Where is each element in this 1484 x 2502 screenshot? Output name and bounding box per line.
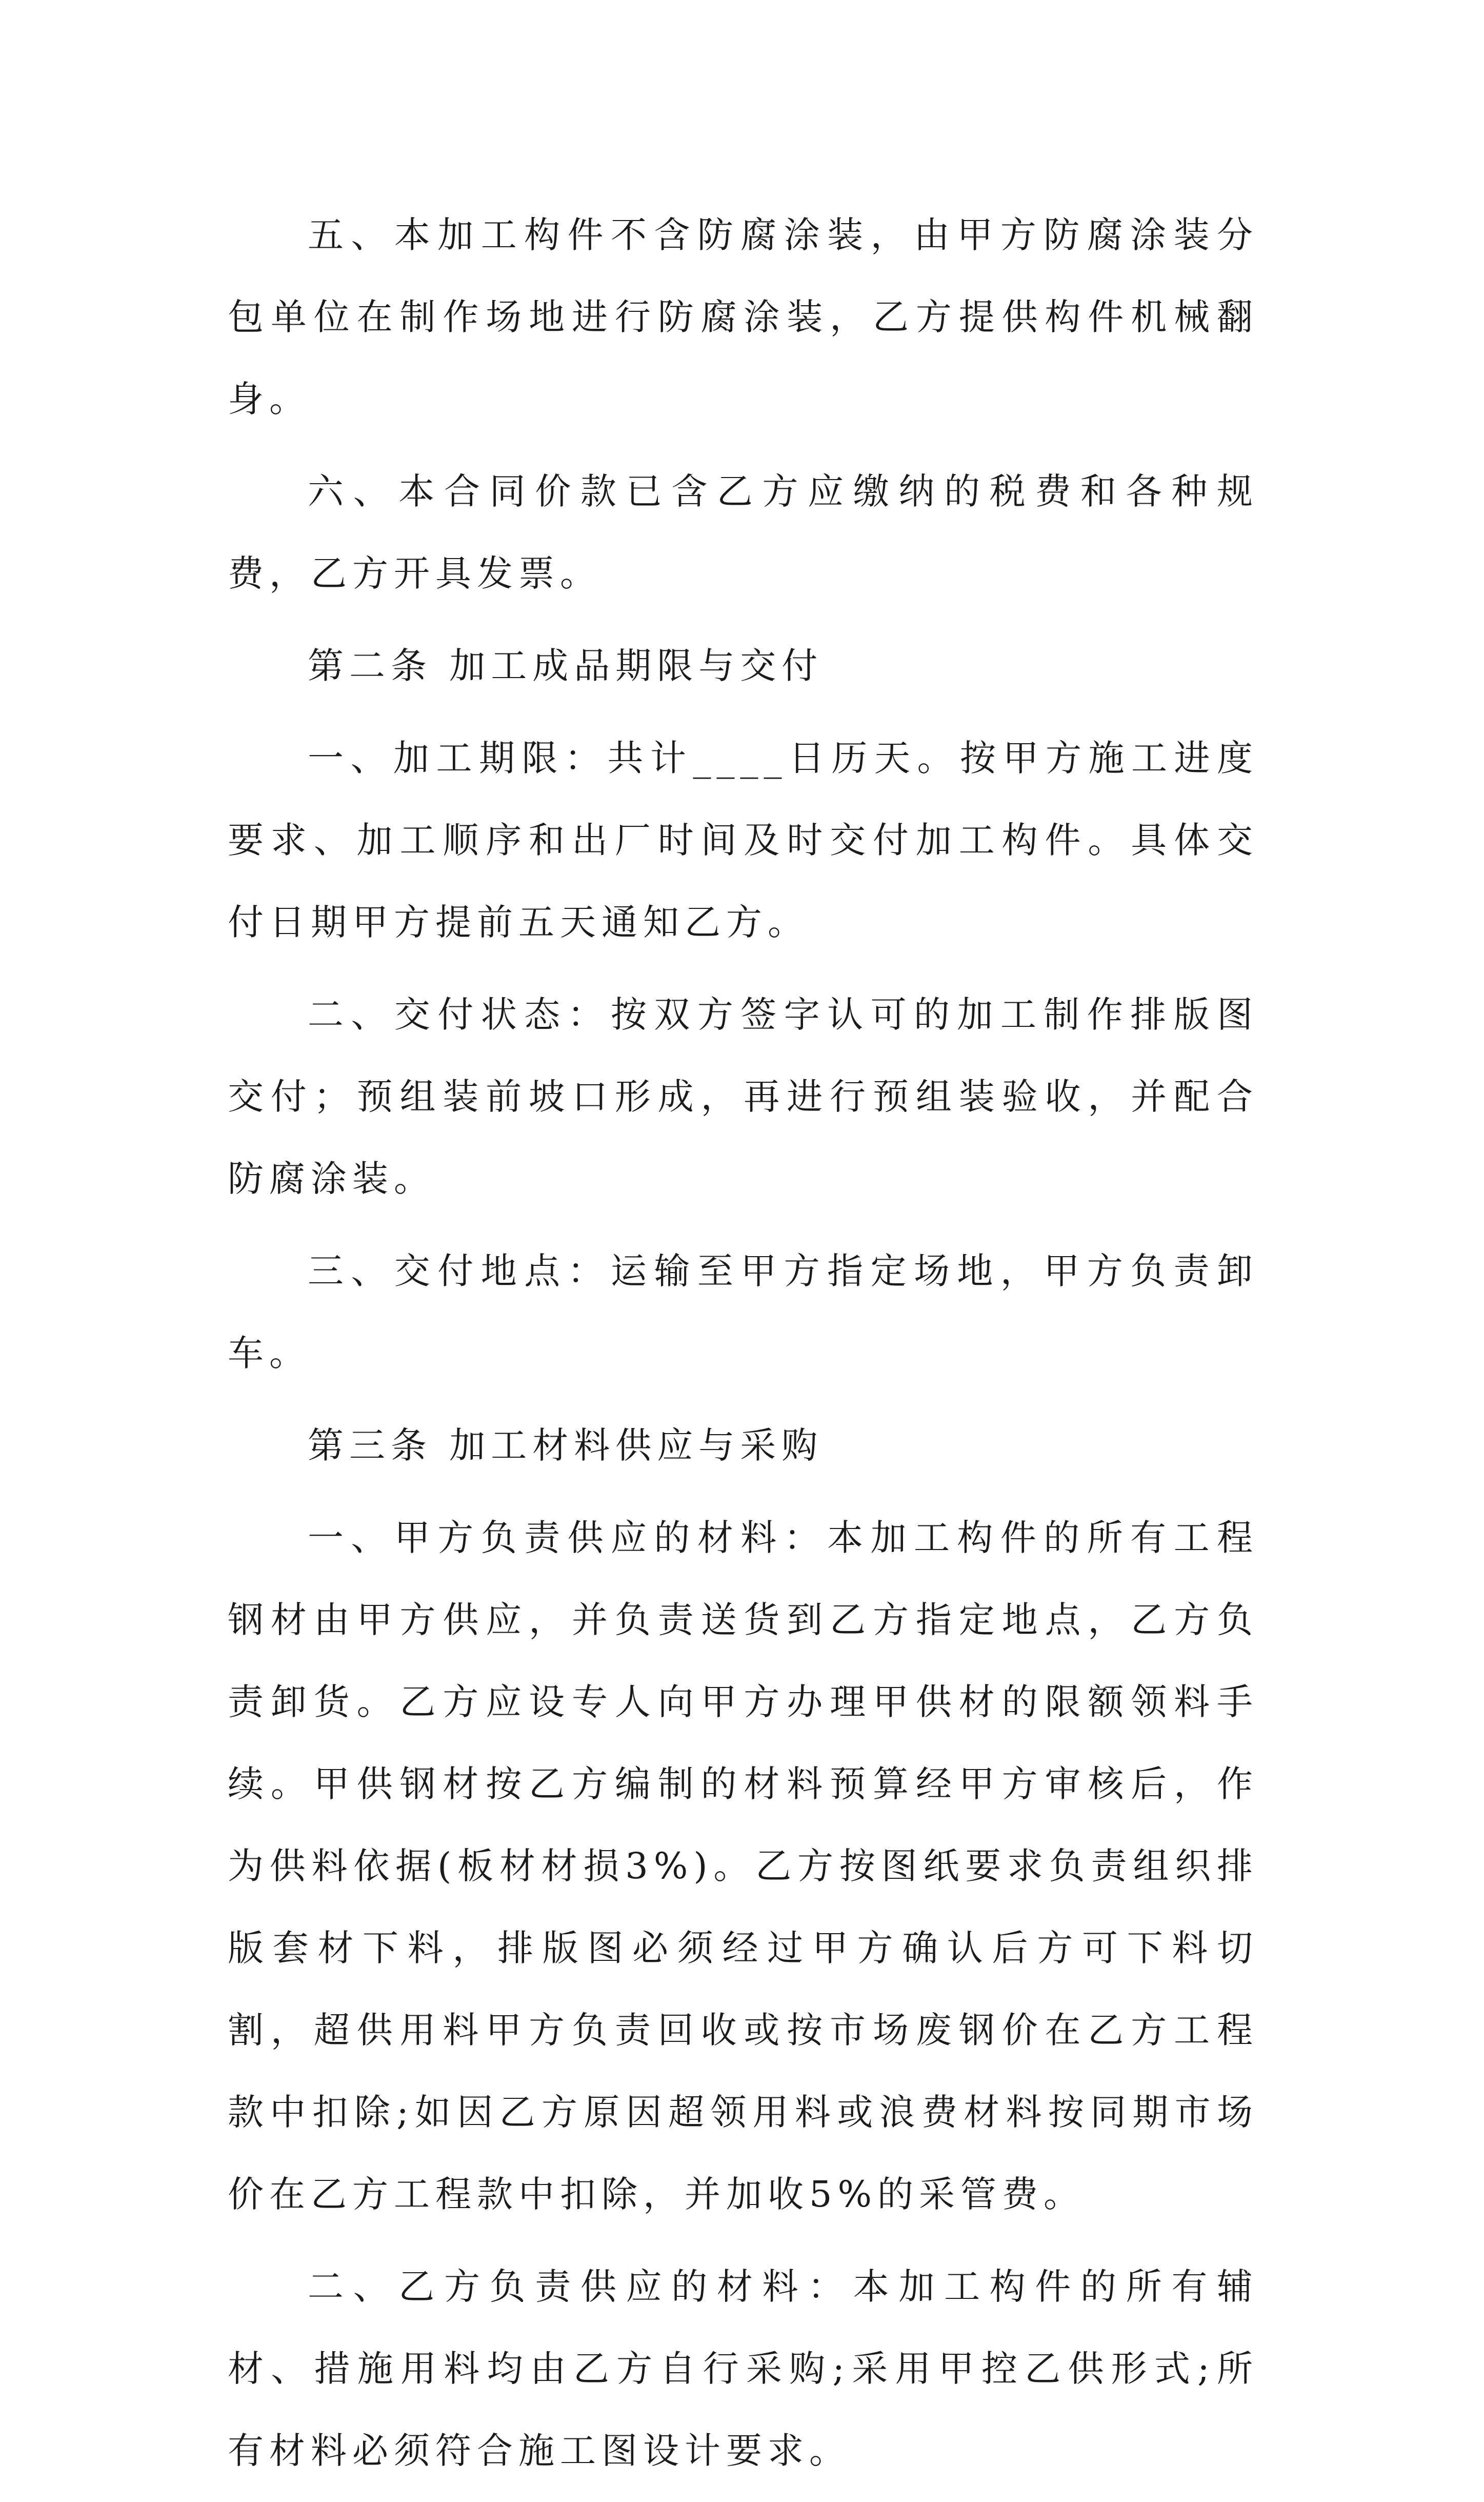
document-body: [228, 194, 1258, 2502]
clause-paragraph: 二、乙方负责供应的材料：本加工构件的所有辅材、措施用料均由乙方自行采购;采用甲控乙供形式;所有材料必须符合施工图设计要求。: [228, 2266, 1258, 2472]
clause-paragraph: 二、交付状态：按双方签字认可的加工制作排版图交付；预组装前坡口形成，再进行预组装验收，并配合防腐涂装。: [228, 994, 1258, 1200]
clause-paragraph: 三、交付地点：运输至甲方指定场地，甲方负责卸车。: [228, 1250, 1258, 1374]
clause-paragraph: 六、本合同价款已含乙方应缴纳的税费和各种规费，乙方开具发票。: [228, 470, 1258, 594]
clause-paragraph: 一、加工期限：共计____日历天。按甲方施工进度要求、加工顺序和出厂时间及时交付加工构件。具体交付日期甲方提前五天通知乙方。: [228, 737, 1258, 943]
clause-paragraph: 五、本加工构件不含防腐涂装，由甲方防腐涂装分包单位在制作场地进行防腐涂装，乙方提供构件机械翻身。: [228, 214, 1258, 420]
article-heading: 第二条 加工成品期限与交付: [308, 645, 824, 687]
article-heading: 第三条 加工材料供应与采购: [308, 1424, 824, 1466]
clause-paragraph: 一、甲方负责供应的材料：本加工构件的所有工程钢材由甲方供应，并负责送货到乙方指定地点，乙方负责卸货。乙方应设专人向甲方办理甲供材的限额领料手续。甲供钢材按乙方编制的材料预算经甲方审核后，作为供料依据(板材材损3%)。乙方按图纸要求负责组织排版套材下料，排版图必须经过甲方确认后方可下料切割，超供用料甲方负责回收或按市场废钢价在乙方工程款中扣除;如因乙方原因超领用料或浪费材料按同期市场价在乙方工程款中扣除，并加收5%的采管费。: [228, 1517, 1258, 2215]
